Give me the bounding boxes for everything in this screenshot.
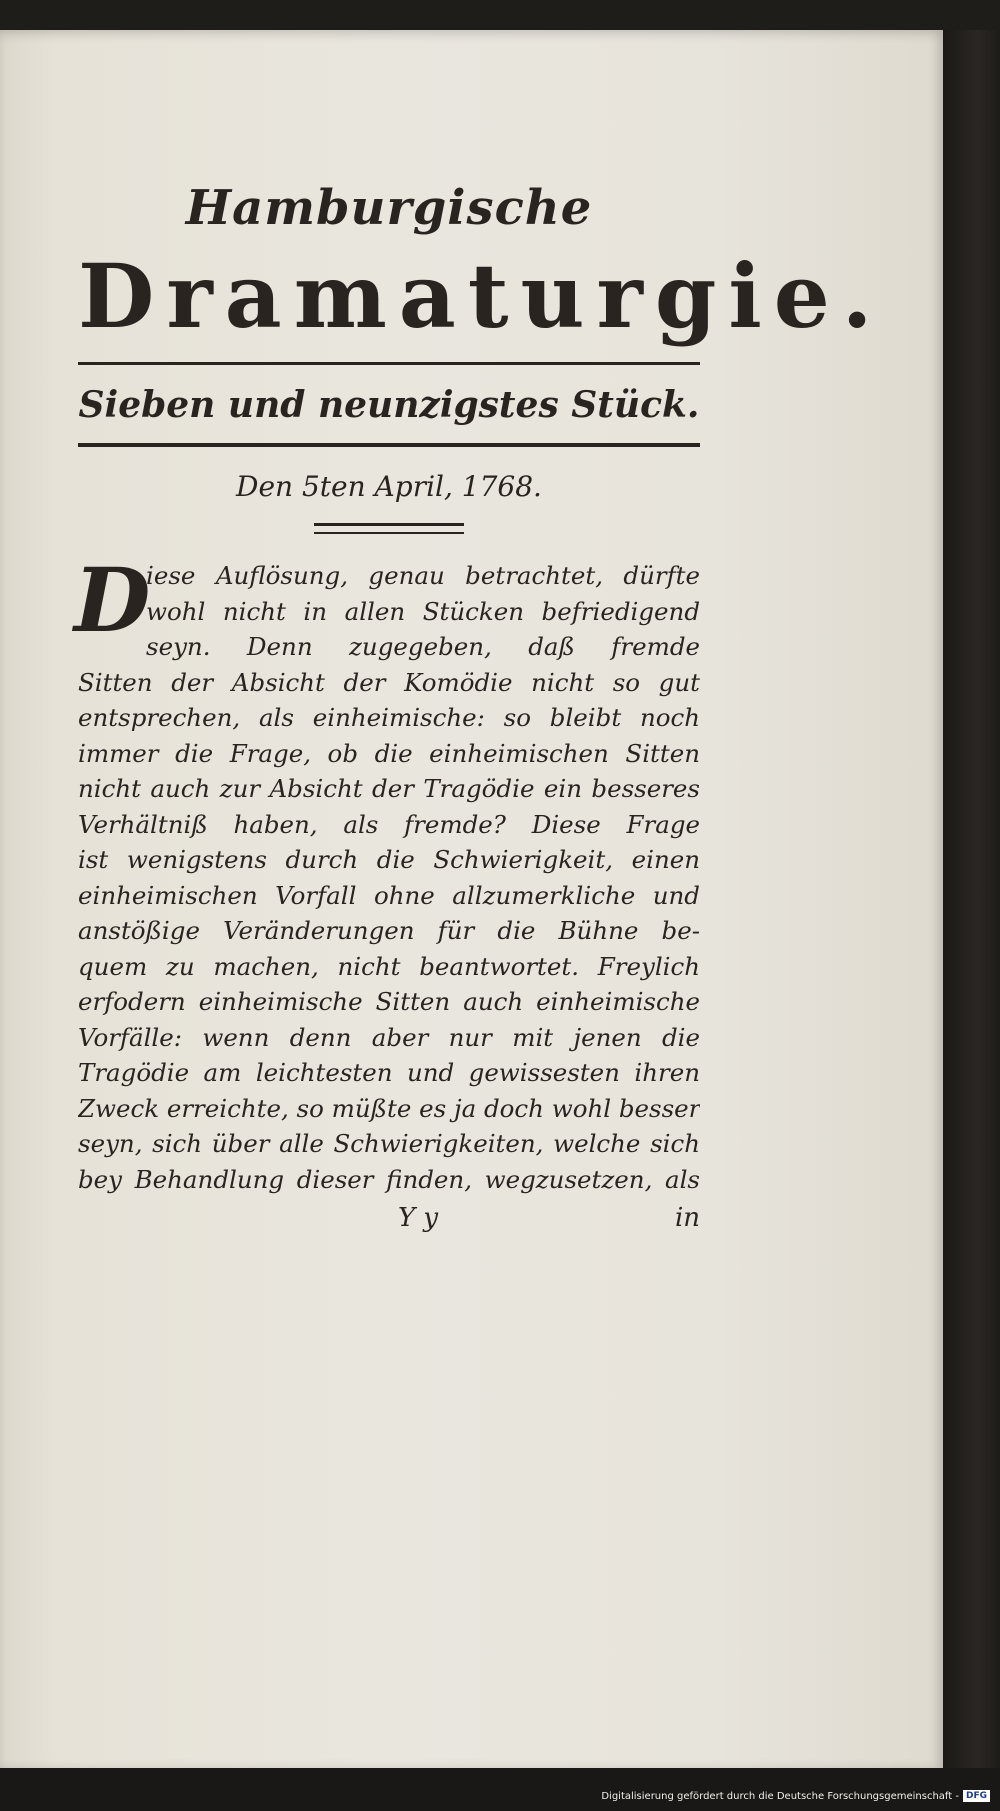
page-footer-marks bbox=[78, 1201, 700, 1235]
page-content bbox=[74, 150, 885, 1235]
body-line: anstößige Veränderungen für die Bühne be- bbox=[78, 916, 700, 945]
body-line: bey Behandlung dieser finden, wegzusetzen, als bbox=[78, 1164, 700, 1194]
issue-date: Den 5ten April, 1768. bbox=[236, 470, 542, 503]
body-line: Tragödie am leichtesten und gewissesten ihren bbox=[78, 1058, 700, 1087]
body-line: immer die Frage, ob die einheimischen Sitten bbox=[78, 738, 700, 768]
book-page-edge bbox=[943, 30, 1000, 1768]
body-line: Zweck erreichte, so müßte es ja doch wohl besser bbox=[78, 1093, 700, 1123]
catchword: in bbox=[674, 1203, 700, 1233]
body-line: erfodern einheimische Sitten auch einheimische bbox=[78, 987, 700, 1016]
body-line: Sitten der Absicht der Komödie nicht so gut bbox=[78, 667, 700, 697]
credit-text: Digitalisierung gefördert durch die Deutsche Forschungsgemeinschaft - bbox=[601, 1790, 959, 1802]
body-line: entsprechen, als einheimische: so bleibt noch bbox=[78, 703, 700, 732]
body-line: einheimischen Vorfall ohne allzumerkliche und bbox=[78, 880, 700, 910]
ornament-divider bbox=[314, 523, 464, 534]
body-line: seyn, sich über alle Schwierigkeiten, welche sich bbox=[78, 1129, 700, 1158]
digitization-credit bbox=[601, 1790, 990, 1802]
signature-mark: Y y bbox=[398, 1203, 439, 1233]
body-text bbox=[74, 548, 700, 1197]
masthead-title-line1: Hamburgische bbox=[185, 180, 593, 236]
body-line: nicht auch zur Absicht der Tragödie ein besseres bbox=[78, 774, 700, 803]
issue-heading: Sieben und neunzigstes Stück. bbox=[78, 384, 700, 426]
body-line: Verhältniß haben, als fremde? Diese Frage bbox=[78, 809, 700, 839]
body-line: iese Auflösung, genau betrachtet, dürfte bbox=[146, 561, 700, 590]
issue-rule bbox=[78, 443, 700, 447]
body-line: Vorfälle: wenn denn aber nur mit jenen die bbox=[78, 1022, 700, 1052]
masthead-rule bbox=[78, 362, 700, 365]
drop-cap-initial: D bbox=[74, 548, 151, 652]
dfg-logo: DFG bbox=[963, 1790, 990, 1802]
body-line: ist wenigstens durch die Schwierigkeit, einen bbox=[78, 845, 700, 874]
masthead-title-line2: Dramaturgie. bbox=[78, 244, 885, 348]
scan-top-border bbox=[0, 0, 1000, 30]
body-line: quem zu machen, nicht beantwortet. Freylich bbox=[78, 951, 700, 981]
body-line: wohl nicht in allen Stücken befriedigend bbox=[146, 596, 700, 626]
body-line: seyn. Denn zugegeben, daß fremde bbox=[146, 632, 700, 661]
